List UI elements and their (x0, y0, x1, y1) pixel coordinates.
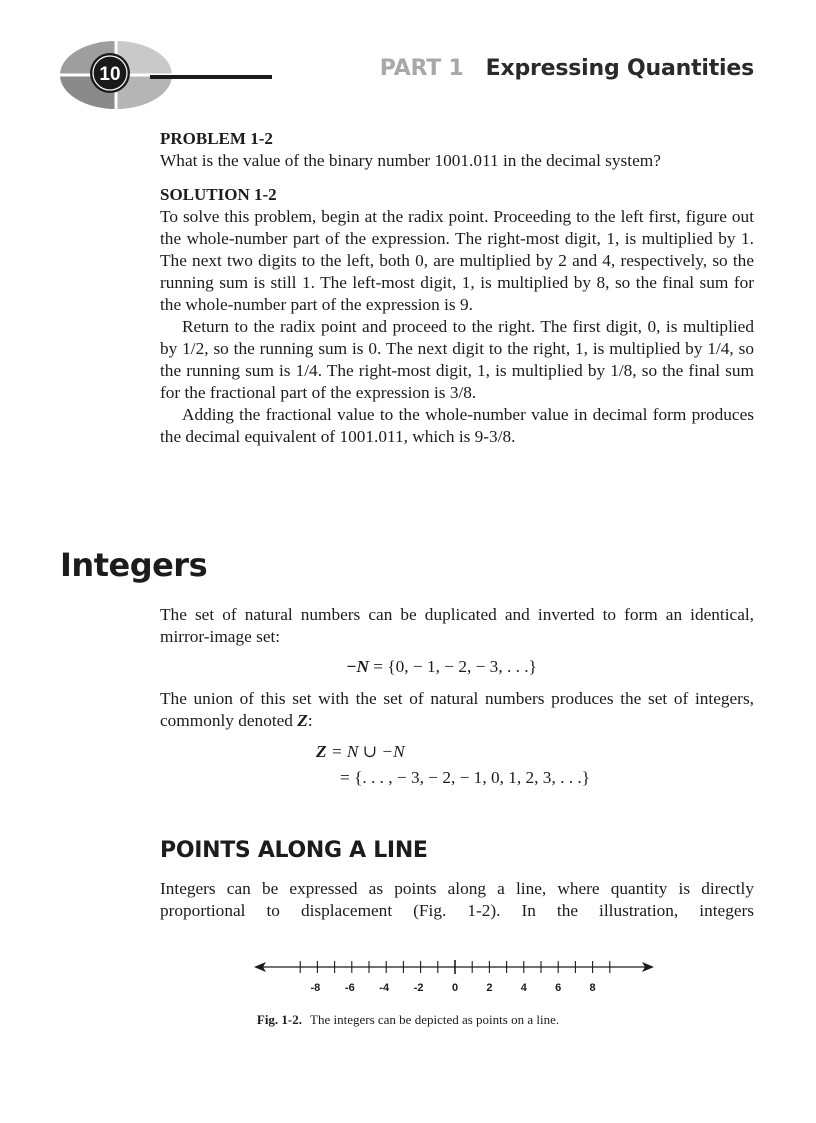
solution-heading: SOLUTION 1-2 (160, 185, 277, 204)
caption-label: Fig. 1-2. (256, 1012, 303, 1027)
page-number: 10 (99, 64, 121, 85)
figure-caption (0, 1012, 816, 1028)
eq2-z: Z (316, 742, 327, 761)
eq2-set: = {. . . , − 3, − 2, − 1, 0, 1, 2, 3, . . .} (340, 768, 590, 787)
subsection-heading-points: POINTS ALONG A LINE (160, 838, 428, 863)
integers-text-1: The set of natural numbers can be duplicated and inverted to form an identical, mirror-image set: (160, 605, 754, 646)
integers-text-2-end: : (307, 711, 313, 730)
equation-integers-line-1 (316, 741, 405, 763)
part-label: PART 1 (379, 56, 464, 81)
integers-symbol: Z (297, 711, 308, 730)
caption-text: The integers can be depicted as points on a line. (310, 1012, 560, 1027)
tick-label: 2 (486, 982, 493, 994)
tick-label: -4 (379, 982, 390, 994)
equation-integers-line-2 (340, 767, 590, 789)
equation-negative-naturals (346, 656, 537, 678)
number-line (250, 955, 660, 997)
running-head (380, 56, 754, 81)
eq1-lhs: −N (346, 657, 369, 676)
points-text: Integers can be expressed as points along a line, where quantity is directly proportional to displacement (Fig. 1-2). In the illustration, integers (160, 879, 754, 920)
eq1-rhs: = {0, − 1, − 2, − 3, . . .} (373, 657, 537, 676)
section-heading-integers: Integers (60, 546, 208, 584)
eq2-union: = N ∪ −N (330, 742, 405, 761)
solution-paragraph-3: Adding the fractional value to the whole-number value in decimal form produces the decimal equivalent of 1001.011, which is 9-3/8. (160, 405, 754, 446)
points-paragraph (160, 878, 754, 922)
problem-text: What is the value of the binary number 1001.011 in the decimal system? (160, 151, 661, 170)
part-title: Expressing Quantities (485, 56, 754, 81)
integers-paragraph-1 (160, 604, 754, 648)
tick-label: -6 (344, 982, 355, 994)
tick-label: 8 (589, 982, 596, 994)
solution-paragraph-1: To solve this problem, begin at the radix point. Proceeding to the left first, figure out the whole-number part of the expression. The right-most digit, 1, is multiplied by 1. The next two digits to the left, both 0, are multiplied by 2 and 4, respectively, so the running sum is still 1. The left-most digit, 1, is multiplied by 8, so the final sum for the whole-number part of the expression is 9. (160, 207, 754, 314)
integers-paragraph-2 (160, 688, 754, 732)
number-line-figure (250, 955, 660, 997)
integers-text-2: The union of this set with the set of natural numbers produces the set of integers, commonly denoted (160, 689, 754, 730)
tick-label: 4 (520, 982, 527, 994)
header-rule (150, 75, 272, 79)
problem-block (160, 128, 754, 448)
tick-label: -2 (413, 982, 424, 994)
problem-heading: PROBLEM 1-2 (160, 129, 273, 148)
tick-label: 0 (451, 982, 459, 994)
tick-label: 6 (555, 982, 562, 994)
solution-paragraph-2: Return to the radix point and proceed to the right. The first digit, 0, is multiplied by 1/2, so the running sum is 0. The next digit to the right, 1, is multiplied by 1/4, so the running sum is 1/4. The right-most digit, 1, is multiplied by 1/8, so the final sum for the fractional part of the expression is 3/8. (160, 317, 754, 402)
tick-label: -8 (310, 982, 321, 994)
